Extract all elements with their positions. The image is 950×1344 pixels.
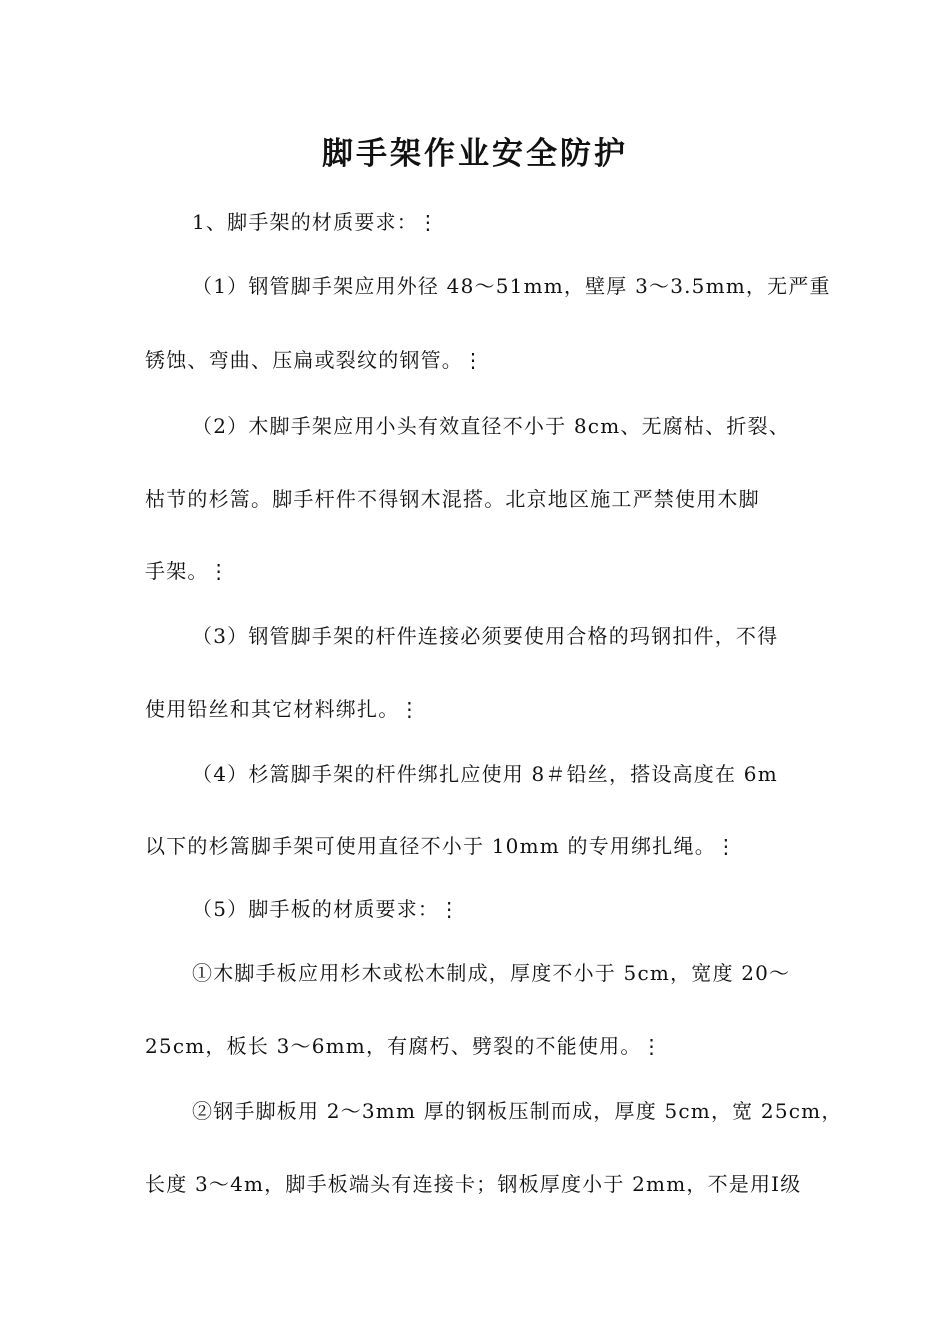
document-title: 脚手架作业安全防护 <box>322 136 628 172</box>
text-line-11: （5）脚手板的材质要求：⋮ <box>192 897 461 921</box>
text-line-14: ②钢手脚板用 2～3mm 厚的钢板压制而成，厚度 5cm，宽 25cm， <box>192 1099 843 1123</box>
text-line-1: 1、脚手架的材质要求：⋮ <box>192 210 440 234</box>
text-line-15: 长度 3～4m，脚手板端头有连接卡；钢板厚度小于 2mm，不是用Ⅰ级 <box>145 1172 802 1196</box>
text-line-13: 25cm，板长 3～6mm，有腐朽、劈裂的不能使用。⋮ <box>145 1034 663 1058</box>
text-line-6: 手架。⋮ <box>145 559 230 583</box>
text-line-2: （1）钢管脚手架应用外径 48～51mm，壁厚 3～3.5mm，无严重 <box>192 274 831 298</box>
text-line-3: 锈蚀、弯曲、压扁或裂纹的钢管。⋮ <box>145 348 485 372</box>
text-line-12: ①木脚手板应用杉木或松木制成，厚度不小于 5cm，宽度 20～ <box>192 961 791 985</box>
text-line-7: （3）钢管脚手架的杆件连接必须要使用合格的玛钢扣件，不得 <box>192 624 779 648</box>
text-line-5: 枯节的杉篙。脚手杆件不得钢木混搭。北京地区施工严禁使用木脚 <box>145 487 760 511</box>
text-line-4: （2）木脚手架应用小头有效直径不小于 8cm、无腐枯、折裂、 <box>192 414 790 438</box>
text-line-10: 以下的杉篙脚手架可使用直径不小于 10mm 的专用绑扎绳。⋮ <box>145 834 738 858</box>
text-line-9: （4）杉篙脚手架的杆件绑扎应使用 8＃铅丝，搭设高度在 6m <box>192 762 778 786</box>
text-line-8: 使用铅丝和其它材料绑扎。⋮ <box>145 697 421 721</box>
